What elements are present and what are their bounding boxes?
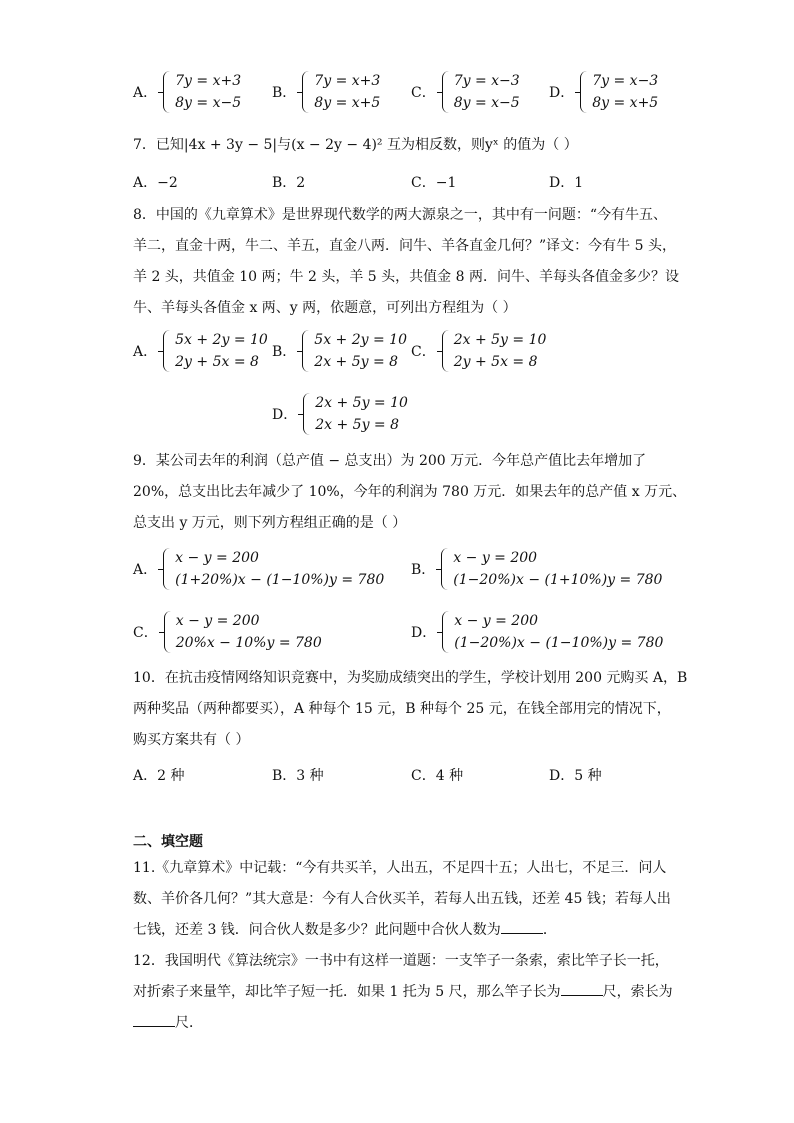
- brace-icon: [163, 330, 171, 372]
- q12-line: 12．我国明代《算法统宗》一书中有这样一道题：一支竿子一条索，索比竿子长一托，: [133, 953, 669, 969]
- equation: 7y = x−3: [453, 73, 520, 89]
- equation: 2x + 5y = 10: [315, 395, 408, 411]
- equation: 5x + 2y = 10: [175, 332, 268, 348]
- q12-stem: [133, 946, 693, 1039]
- q11-end: ．: [542, 922, 557, 938]
- q10-line: 两种奖品（两种都要买），A 种每个 15 元，B 种每个 25 元，在钱全部用完的情况下，: [133, 701, 671, 717]
- q7-stem: 7．已知|4x + 3y − 5|与(x − 2y − 4)² 互为相反数，则yˣ 的值为（ ）: [133, 137, 578, 153]
- brace-icon: [164, 611, 172, 653]
- q10-option-b[interactable]: B．3 种: [272, 768, 324, 784]
- brace-icon: [442, 611, 450, 653]
- q12-text: 尺，索长为: [602, 984, 673, 1000]
- equation: 7y = x+3: [175, 73, 242, 89]
- answer-blank[interactable]: [561, 981, 603, 996]
- q6-option-b[interactable]: [272, 70, 380, 114]
- equation: x − y = 200: [454, 613, 539, 629]
- q12-text: 尺．: [175, 1015, 203, 1031]
- option-letter: A．: [133, 344, 158, 360]
- brace-icon: [442, 71, 450, 113]
- q10-option-d[interactable]: D．5 种: [549, 768, 602, 784]
- q11-line: 11.《九章算术》中记载：“今有共买羊，人出五，不足四十五；人出七，不足三．问人: [133, 860, 667, 876]
- brace-icon: [580, 71, 588, 113]
- q8-option-d[interactable]: [272, 392, 408, 436]
- q9-option-c[interactable]: [133, 610, 322, 654]
- q9-option-d[interactable]: [411, 610, 663, 654]
- equation: 2x + 5y = 8: [315, 417, 400, 433]
- equation: 2y + 5x = 8: [175, 354, 259, 370]
- brace-icon: [442, 330, 450, 372]
- option-letter: A．: [133, 562, 158, 578]
- equation: (1+20%)x − (1−10%)y = 780: [175, 572, 385, 588]
- q9-line: 9．某公司去年的利润（总产值 − 总支出）为 200 万元．今年总产值比去年增加了: [133, 453, 647, 469]
- option-letter: B．: [272, 85, 297, 101]
- q7-option-d[interactable]: D．1: [549, 175, 584, 191]
- option-letter: C．: [133, 625, 158, 641]
- equation: 8y = x−5: [175, 95, 242, 111]
- q10-option-a[interactable]: A．2 种: [133, 768, 185, 784]
- option-letter: D．: [411, 625, 437, 641]
- q8-stem: [133, 200, 693, 324]
- option-letter: C．: [411, 344, 436, 360]
- brace-icon: [302, 330, 310, 372]
- brace-icon: [441, 548, 449, 590]
- q11-line: 数、羊价各几何？”其大意是：今有人合伙买羊，若每人出五钱，还差 45 钱；若每人出: [133, 891, 671, 907]
- brace-icon: [302, 71, 310, 113]
- brace-icon: [163, 71, 171, 113]
- equation: 7y = x+3: [314, 73, 381, 89]
- equation: (1−20%)x − (1−10%)y = 780: [454, 635, 664, 651]
- q8-option-b[interactable]: [272, 329, 407, 373]
- option-letter: D．: [272, 407, 298, 423]
- equation: 2x + 5y = 8: [314, 354, 399, 370]
- q6-option-c[interactable]: [411, 70, 520, 114]
- q10-option-c[interactable]: C．4 种: [411, 768, 464, 784]
- equation: x − y = 200: [453, 550, 538, 566]
- q9-line: 总支出 y 万元，则下列方程组正确的是（ ）: [133, 515, 407, 531]
- q10-line: 10．在抗击疫情网络知识竞赛中，为奖励成绩突出的学生，学校计划用 200 元购买 A，B: [133, 670, 688, 686]
- q8-line: 羊二，直金十两，牛二、羊五，直金八两．问牛、羊各直金几何？”译文：今有牛 5 头，: [133, 238, 676, 254]
- equation: (1−20%)x − (1+10%)y = 780: [453, 572, 663, 588]
- section-title: 二、填空题: [133, 834, 203, 850]
- option-letter: D．: [549, 85, 575, 101]
- q7-option-a[interactable]: A．−2: [133, 175, 178, 191]
- q12-line: [133, 977, 693, 1008]
- q9-option-a[interactable]: [133, 547, 384, 591]
- option-letter: B．: [411, 562, 436, 578]
- q10-line: 购买方案共有（ ）: [133, 732, 250, 748]
- option-letter: B．: [272, 344, 297, 360]
- q9-line: 20%，总支出比去年减少了 10%，今年的利润为 780 万元．如果去年的总产值 x 万元、: [133, 484, 687, 500]
- q8-line: 牛、羊每头各值金 x 两、y 两，依题意，可列出方程组为（ ）: [133, 300, 517, 316]
- q8-option-a[interactable]: [133, 329, 268, 373]
- q9-option-b[interactable]: [411, 547, 662, 591]
- q12-line: [133, 1008, 693, 1039]
- equation: 8y = x+5: [592, 95, 659, 111]
- q7-option-b[interactable]: B．2: [272, 175, 306, 191]
- q11-text: 七钱，还差 3 钱．问合伙人数是多少？此问题中合伙人数为: [133, 922, 501, 938]
- equation: 5x + 2y = 10: [314, 332, 407, 348]
- answer-blank[interactable]: [501, 919, 543, 934]
- q7-option-c[interactable]: C．−1: [411, 175, 457, 191]
- q10-stem: [133, 663, 693, 756]
- equation: 2y + 5x = 8: [453, 354, 538, 370]
- brace-icon: [303, 393, 311, 435]
- option-letter: A．: [133, 85, 158, 101]
- equation: 20%x − 10%y = 780: [175, 635, 322, 651]
- equation: 8y = x−5: [453, 95, 520, 111]
- q6-option-d[interactable]: [549, 70, 658, 114]
- q11-stem: [133, 853, 693, 946]
- equation: 8y = x+5: [314, 95, 381, 111]
- q8-line: 8．中国的《九章算术》是世界现代数学的两大源泉之一，其中有一问题：“今有牛五、: [133, 207, 668, 223]
- answer-blank[interactable]: [133, 1012, 175, 1027]
- q12-text: 对折索子来量竿，却比竿子短一托．如果 1 托为 5 尺，那么竿子长为: [133, 984, 561, 1000]
- q11-line: [133, 915, 693, 946]
- equation: x − y = 200: [175, 613, 260, 629]
- q8-line: 羊 2 头，共值金 10 两；牛 2 头，羊 5 头，共值金 8 两．问牛、羊每头各值金多少？设: [133, 269, 679, 285]
- q9-stem: [133, 446, 693, 539]
- option-letter: C．: [411, 85, 436, 101]
- equation: x − y = 200: [175, 550, 259, 566]
- equation: 2x + 5y = 10: [453, 332, 547, 348]
- equation: 7y = x−3: [592, 73, 659, 89]
- brace-icon: [163, 548, 171, 590]
- q6-option-a[interactable]: [133, 70, 241, 114]
- q8-option-c[interactable]: [411, 329, 546, 373]
